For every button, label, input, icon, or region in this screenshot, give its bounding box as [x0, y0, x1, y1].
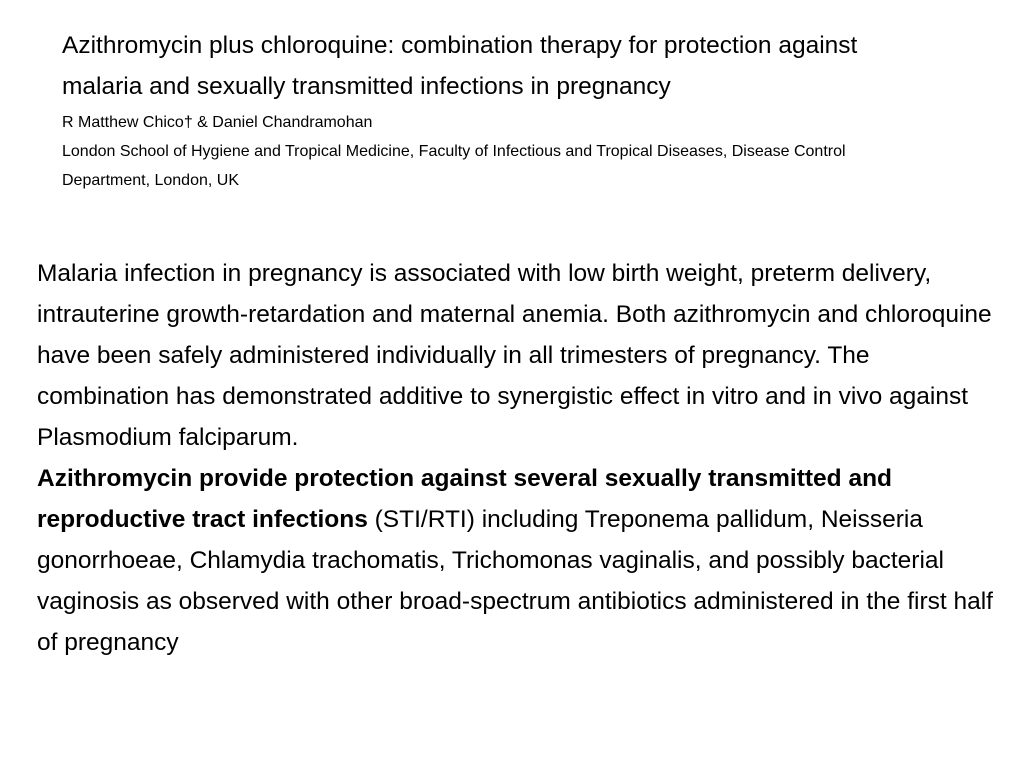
azithromycin-paragraph: [37, 458, 1007, 663]
authors-line: R Matthew Chico† & Daniel Chandramohan: [62, 114, 373, 131]
affiliation-line: London School of Hygiene and Tropical Medicine, Faculty of Infectious and Tropical Diseases, Disease Control Department, London, UK: [62, 143, 846, 189]
article-title: Azithromycin plus chloroquine: combination therapy for protection against malaria and sexually transmitted infections in pregnancy: [62, 32, 858, 100]
sti-rti-details: (STI/RTI) including Treponema pallidum, Neisseria gonorrhoeae, Chlamydia trachomatis, Trichomonas vaginalis, and possibly bacterial vaginosis as observed with other broad-spectrum antibiotics administered in the first half of pregnancy: [37, 506, 993, 656]
malaria-paragraph: Malaria infection in pregnancy is associated with low birth weight, preterm delivery, intrauterine growth-retardation and maternal anemia. Both azithromycin and chloroquine have been safely administered individually in all trimesters of pregnancy. The combination has demonstrated additive to synergistic effect in vitro and in vivo against Plasmodium falciparum.: [37, 260, 992, 451]
header-block: [62, 25, 942, 195]
body-block: [37, 253, 1007, 663]
azithromycin-bold-statement: Azithromycin provide protection against several sexually transmitted and reproductive tract infections: [37, 465, 893, 533]
